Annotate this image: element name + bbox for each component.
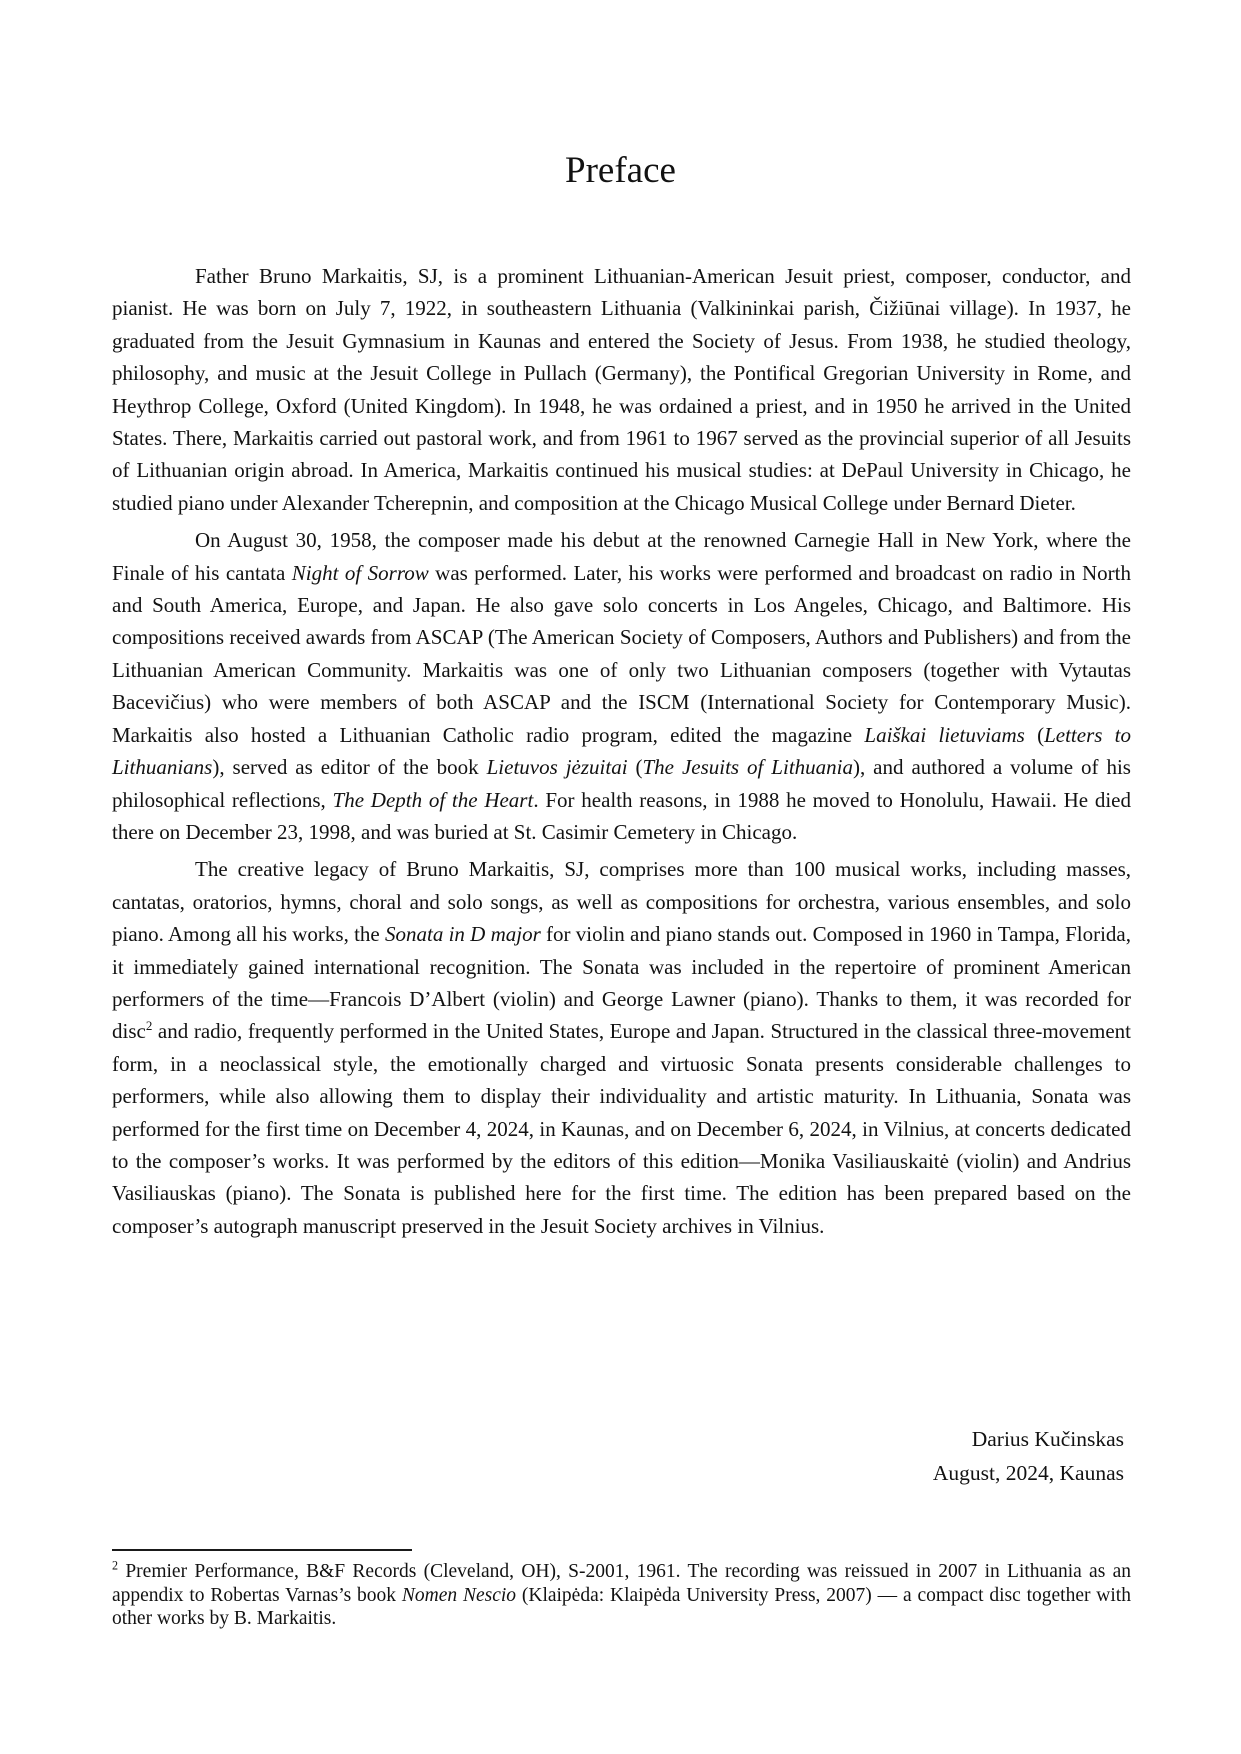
footnote-body: Premier Performance, B&F Records (Cleveland, OH), S-2001, 1961. The recording was reissued in 2007 in Lithuania as an appendix to Robertas Varnas’s book Nomen Nescio (Klaipėda: Klaipėda University Press, 2007) — a compact disc together with other works by B. Markaitis.	[112, 1561, 1131, 1630]
paragraph-career: On August 30, 1958, the composer made his debut at the renowned Carnegie Hall in New York, where the Finale of his cantata Night of Sorrow was performed. Later, his works were performed and broadcast on radio in North and South America, Europe, and Japan. He also gave solo concerts in Los Angeles, Chicago, and Baltimore. His compositions received awards from ASCAP (The American Society of Composers, Authors and Publishers) and from the Lithuanian American Community. Markaitis was one of only two Lithuanian composers (together with Vytautas Bacevičius) who were members of both ASCAP and the ISCM (International Society for Contemporary Music). Markaitis also hosted a Lithuanian Catholic radio program, edited the magazine Laiškai lietuviams (Letters to Lithuanians), served as editor of the book Lietuvos jėzuitai (The Jesuits of Lithuania), and authored a volume of his philosophical reflections, The Depth of the Heart. For health reasons, in 1988 he moved to Honolulu, Hawaii. He died there on December 23, 1998, and was buried at St. Casimir Cemetery in Chicago.	[112, 528, 1132, 844]
footnote-text	[112, 1560, 1131, 1631]
footnote-mark: 2	[112, 1558, 119, 1573]
paragraph-biography: Father Bruno Markaitis, SJ, is a prominent Lithuanian-American Jesuit priest, composer, conductor, and pianist. He was born on July 7, 1922, in southeastern Lithuania (Valkininkai parish, Čižiūnai village). In 1937, he graduated from the Jesuit Gymnasium in Kaunas and entered the Society of Jesus. From 1938, he studied theology, philosophy, and music at the Jesuit College in Pullach (Germany), the Pontifical Gregorian University in Rome, and Heythrop College, Oxford (United Kingdom). In 1948, he was ordained a priest, and in 1950 he arrived in the United States. There, Markaitis carried out pastoral work, and from 1961 to 1967 served as the provincial superior of all Jesuits of Lithuanian origin abroad. In America, Markaitis continued his musical studies: at DePaul University in Chicago, he studied piano under Alexander Tcherepnin, and composition at the Chicago Musical College under Bernard Dieter.	[112, 264, 1131, 515]
signature-block	[933, 1422, 1124, 1490]
footnote-separator	[112, 1549, 412, 1551]
paragraph-legacy: The creative legacy of Bruno Markaitis, SJ, comprises more than 100 musical works, including masses, cantatas, oratorios, hymns, choral and solo songs, as well as compositions for orchestra, various ensembles, and solo piano. Among all his works, the Sonata in D major for violin and piano stands out. Composed in 1960 in Tampa, Florida, it immediately gained international recognition. The Sonata was included in the repertoire of prominent American performers of the time—Francois D’Albert (violin) and George Lawner (piano). Thanks to them, it was recorded for disc$^2$ and radio, frequently performed in the United States, Europe and Japan. Structured in the classical three-movement form, in a neoclassical style, the emotionally charged and virtuosic Sonata presents considerable challenges to performers, while also allowing them to display their individuality and artistic maturity. In Lithuania, Sonata was performed for the first time on December 4, 2024, in Kaunas, and on December 6, 2024, in Vilnius, at concerts dedicated to the composer’s works. It was performed by the editors of this edition—Monika Vasiliauskaitė (violin) and Andrius Vasiliauskas (piano). The Sonata is published here for the first time. The edition has been prepared based on the composer’s autograph manuscript preserved in the Jesuit Society archives in Vilnius.	[112, 857, 1131, 1238]
footnote-area	[112, 1549, 1131, 1631]
signature-dateline: August, 2024, Kaunas	[932, 1461, 1124, 1485]
signature-author: Darius Kučinskas	[971, 1427, 1124, 1451]
page-title: Preface	[565, 150, 676, 191]
preface-body	[112, 260, 1131, 1247]
